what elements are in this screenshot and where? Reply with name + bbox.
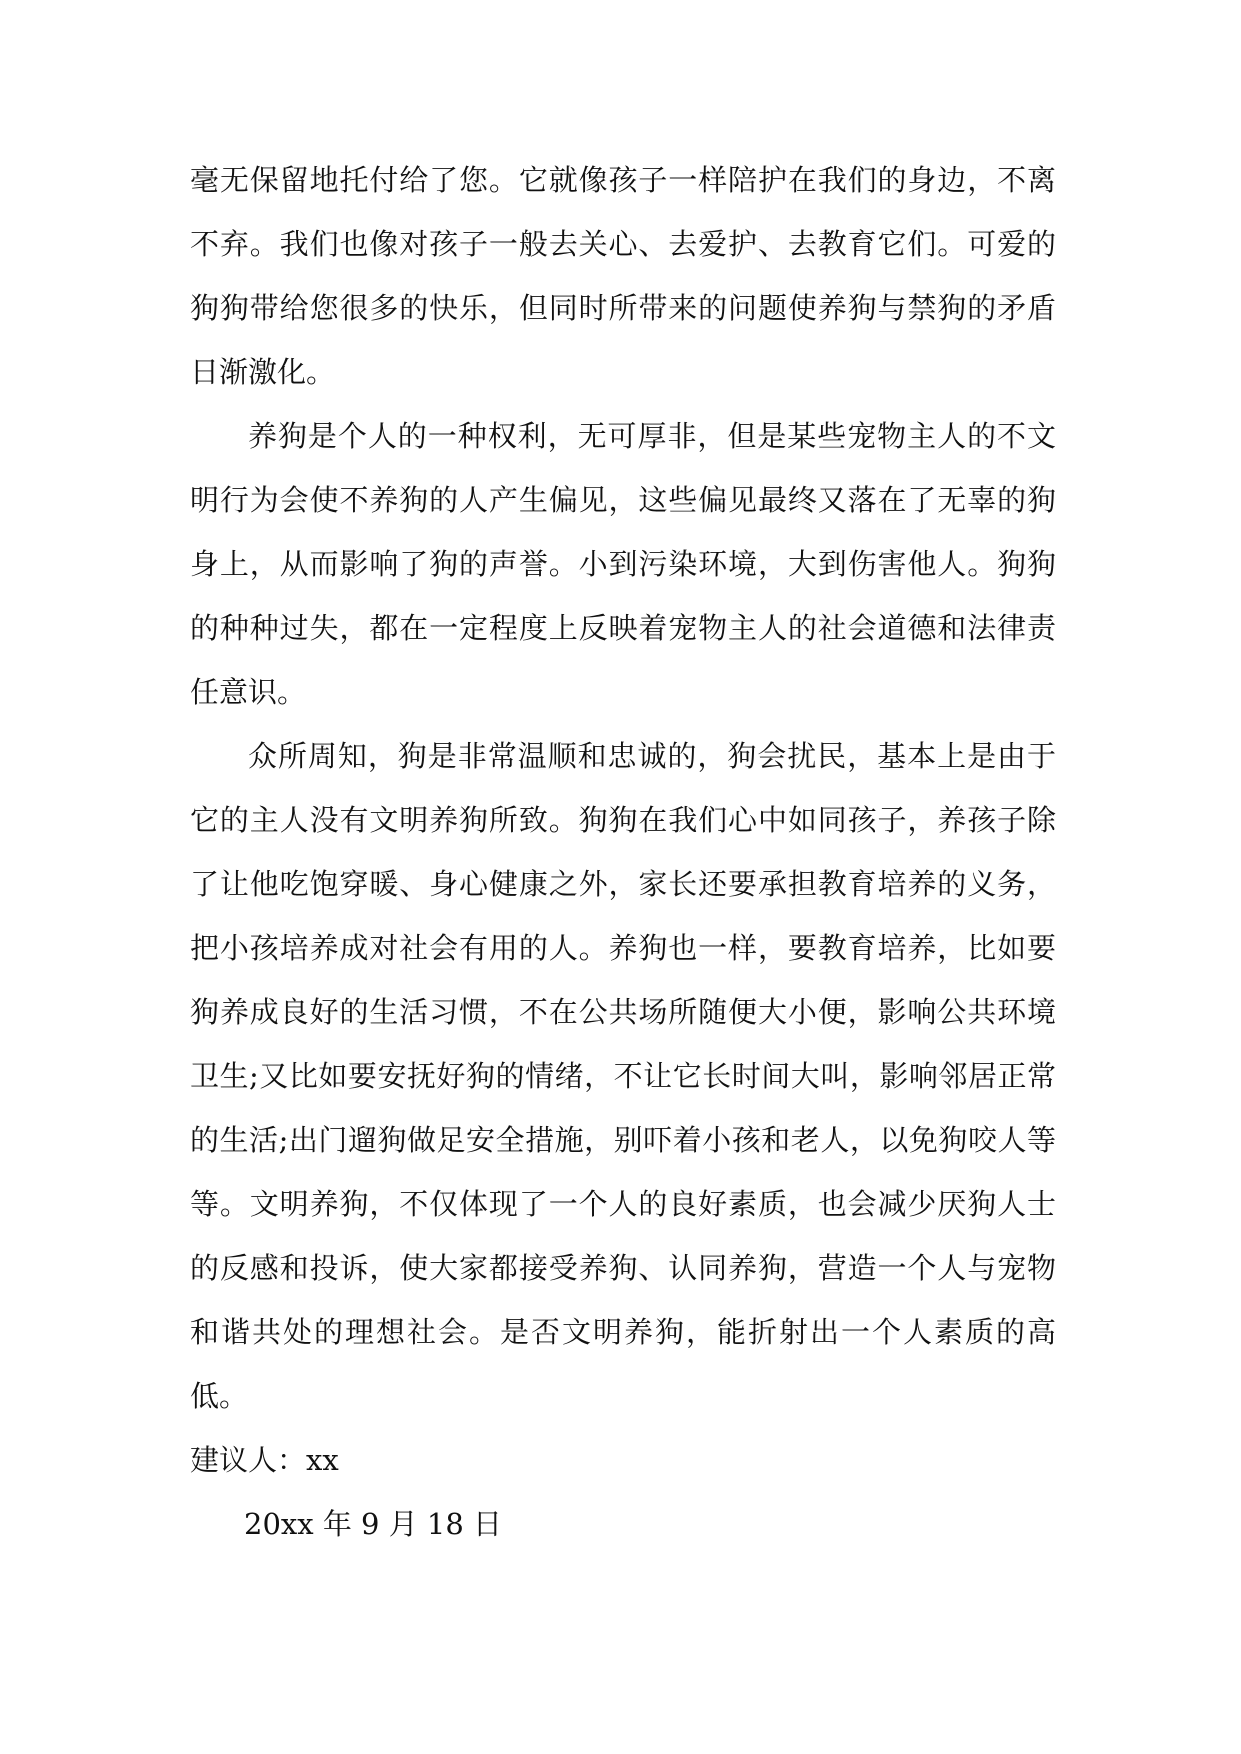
paragraph-continued: 毫无保留地托付给了您。它就像孩子一样陪护在我们的身边，不离不弃。我们也像对孩子一般去关心、去爱护、去教育它们。可爱的狗狗带给您很多的快乐，但同时所带来的问题使养狗与禁狗的矛盾日渐激化。: [190, 163, 1056, 389]
date-line: 20xx 年 9 月 18 日: [244, 1507, 503, 1541]
document-body: [190, 148, 1056, 1556]
paragraph-dog-rights: 养狗是个人的一种权利，无可厚非，但是某些宠物主人的不文明行为会使不养狗的人产生偏见，这些偏见最终又落在了无辜的狗身上，从而影响了狗的声誉。小到污染环境，大到伤害他人。狗狗的种种过失，都在一定程度上反映着宠物主人的社会道德和法律责任意识。: [190, 419, 1056, 709]
signer-line: 建议人：xx: [190, 1443, 339, 1477]
paragraph-civilized-dog-keeping: 众所周知，狗是非常温顺和忠诚的，狗会扰民，基本上是由于它的主人没有文明养狗所致。狗狗在我们心中如同孩子，养孩子除了让他吃饱穿暖、身心健康之外，家长还要承担教育培养的义务，把小孩培养成对社会有用的人。养狗也一样，要教育培养，比如要狗养成良好的生活习惯，不在公共场所随便大小便，影响公共环境卫生;又比如要安抚好狗的情绪，不让它长时间大叫，影响邻居正常的生活;出门遛狗做足安全措施，别吓着小孩和老人，以免狗咬人等等。文明养狗，不仅体现了一个人的良好素质，也会减少厌狗人士的反感和投诉，使大家都接受养狗、认同养狗，营造一个人与宠物和谐共处的理想社会。是否文明养狗，能折射出一个人素质的高低。: [190, 739, 1056, 1413]
